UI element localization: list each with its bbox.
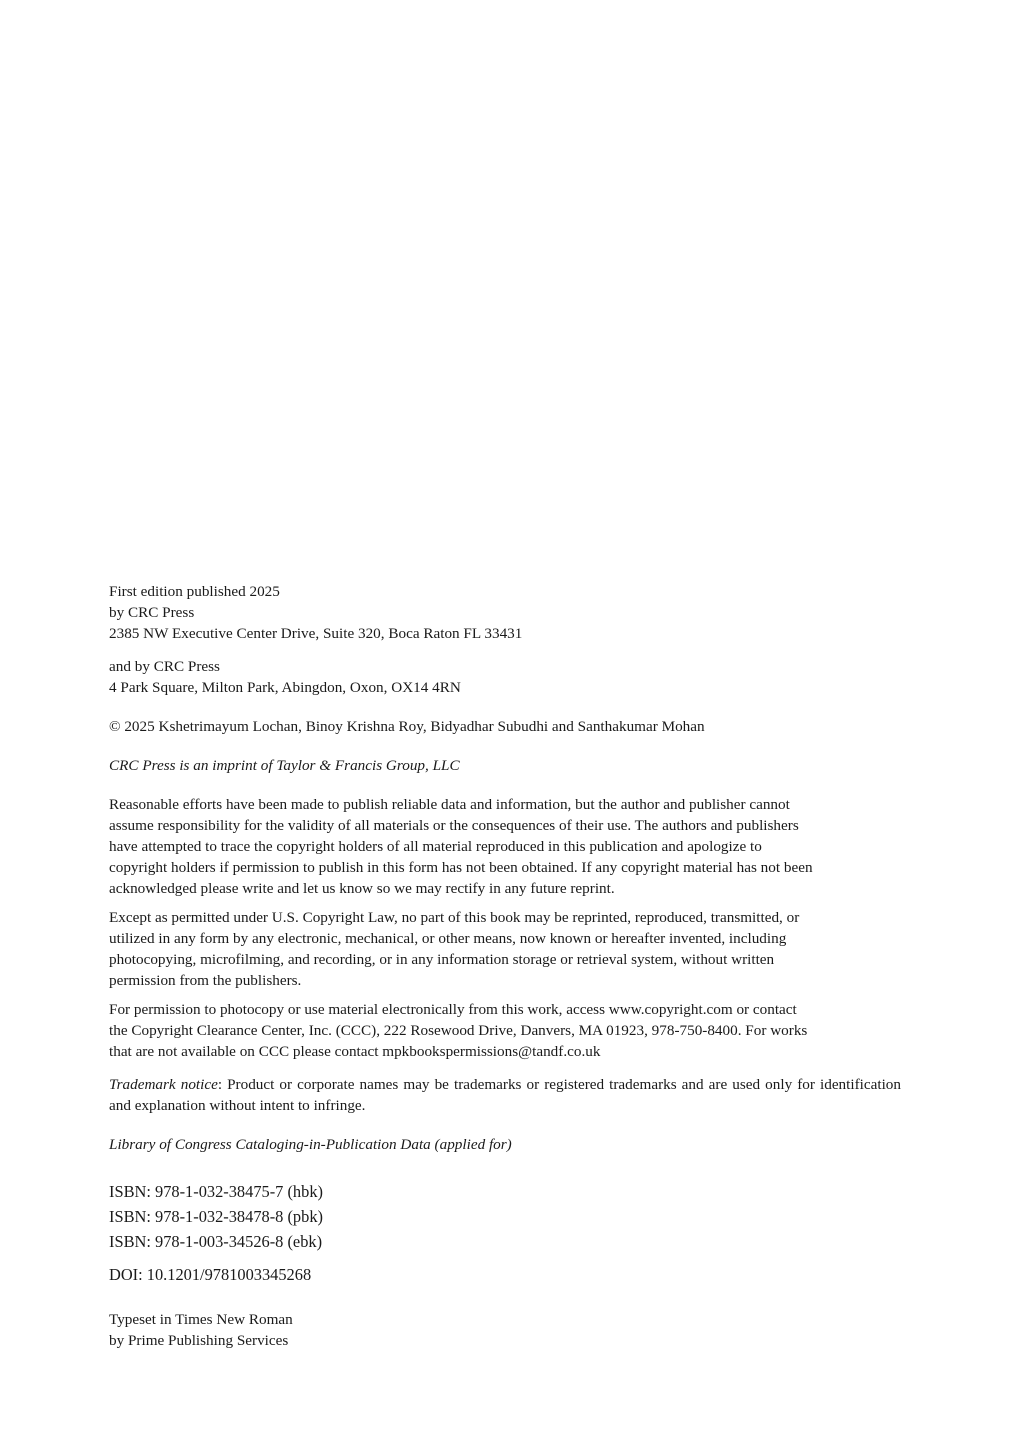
paragraph-line: the Copyright Clearance Center, Inc. (CCC), 222 Rosewood Drive, Danvers, MA 01923, 978-750-8400. For works — [109, 1022, 808, 1039]
typeset-by: by Prime Publishing Services — [109, 1332, 289, 1349]
paragraph-line: acknowledged please write and let us know so we may rectify in any future reprint. — [109, 880, 615, 897]
typesetting-info — [109, 1309, 909, 1351]
publication-info — [109, 581, 909, 644]
paragraph-line: permission from the publishers. — [109, 972, 302, 989]
publisher-line-secondary: and by CRC Press — [109, 658, 220, 675]
trademark-notice — [109, 1074, 901, 1116]
reasonable-efforts-paragraph — [109, 794, 909, 899]
publisher-address: 2385 NW Executive Center Drive, Suite 320, Boca Raton FL 33431 — [109, 625, 523, 642]
paragraph-line: have attempted to trace the copyright holders of all material reproduced in this publication and apologize to — [109, 838, 762, 855]
paragraph-line: utilized in any form by any electronic, mechanical, or other means, now known or hereafter invented, including — [109, 930, 787, 947]
imprint-line: CRC Press is an imprint of Taylor & Francis Group, LLC — [109, 757, 460, 774]
paragraph-line: Reasonable efforts have been made to publish reliable data and information, but the author and publisher cannot — [109, 796, 790, 813]
trademark-label: Trademark notice — [109, 1076, 218, 1093]
copyright-notice: © 2025 Kshetrimayum Lochan, Binoy Krishna Roy, Bidyadhar Subudhi and Santhakumar Mohan — [109, 718, 705, 735]
paragraph-line: Except as permitted under U.S. Copyright Law, no part of this book may be reprinted, reproduced, transmitted, or — [109, 909, 800, 926]
publisher-address-secondary: 4 Park Square, Milton Park, Abingdon, Oxon, OX14 4RN — [109, 679, 461, 696]
doi-block — [109, 1262, 909, 1287]
library-of-congress — [109, 1134, 909, 1155]
doi-line: DOI: 10.1201/9781003345268 — [109, 1265, 312, 1284]
isbn-ebk: ISBN: 978-1-003-34526-8 (ebk) — [109, 1232, 323, 1251]
typeset-font: Typeset in Times New Roman — [109, 1311, 293, 1328]
trademark-text: : Product or corporate names may be trademarks or registered trademarks and are used only for identification and explanation without intent to infringe. — [109, 1076, 901, 1114]
except-as-permitted-paragraph — [109, 907, 909, 991]
paragraph-line: photocopying, microfilming, and recording, or in any information storage or retrieval system, without written — [109, 951, 775, 968]
paragraph-line: that are not available on CCC please contact mpkbookspermissions@tandf.co.uk — [109, 1043, 601, 1060]
paragraph-line: copyright holders if permission to publish in this form has not been obtained. If any copyright material has not been — [109, 859, 813, 876]
imprint-block — [109, 755, 909, 776]
first-edition: First edition published 2025 — [109, 583, 280, 600]
isbn-hbk: ISBN: 978-1-032-38475-7 (hbk) — [109, 1182, 323, 1201]
library-line: Library of Congress Cataloging-in-Publication Data (applied for) — [109, 1136, 512, 1153]
isbn-list — [109, 1179, 909, 1254]
copyright-block — [109, 716, 909, 737]
publication-info-secondary — [109, 656, 909, 698]
permission-paragraph — [109, 999, 909, 1062]
isbn-pbk: ISBN: 978-1-032-38478-8 (pbk) — [109, 1207, 323, 1226]
publisher-line: by CRC Press — [109, 604, 195, 621]
paragraph-line: For permission to photocopy or use material electronically from this work, access www.copyright.com or contact — [109, 1001, 797, 1018]
paragraph-line: assume responsibility for the validity of all materials or the consequences of their use. The authors and publishers — [109, 817, 799, 834]
